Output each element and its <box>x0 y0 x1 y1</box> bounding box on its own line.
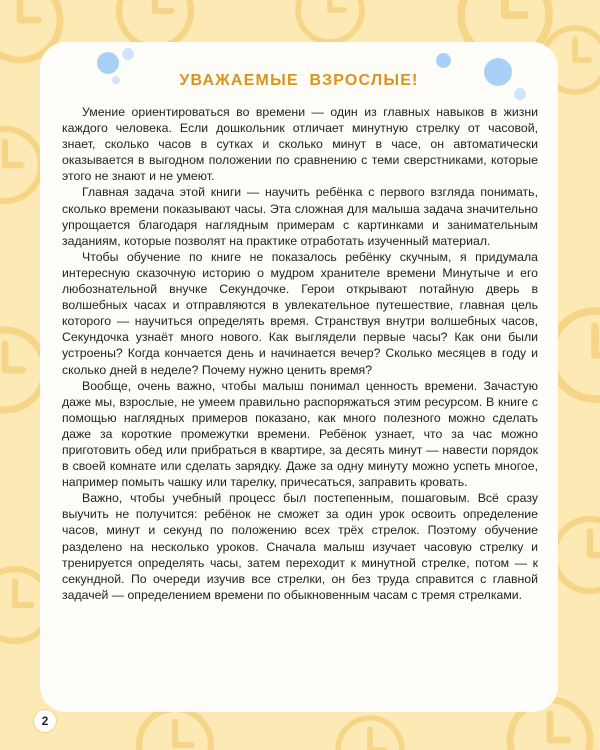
bubble-decoration <box>97 52 119 74</box>
body-text <box>62 104 538 603</box>
paragraph: Вообще, очень важно, чтобы малыш понимал ценность времени. Зачастую даже мы, взрослые, не умеем правильно распоряжаться этим ресурсом. В книге с помощью наглядных примеров показано, как много полезного можно сделать даже за короткие промежутки времени. Ребёнок узнает, что за час можно приготовить обед или прибраться в квартире, за десять минут — навести порядок в своей комнате или сделать зарядку. Даже за одну минуту можно успеть многое, например помыть чашку или тарелку, причесаться, заправить кровать. <box>62 378 538 490</box>
page-title: УВАЖАЕМЫЕ ВЗРОСЛЫЕ! <box>179 72 419 89</box>
paragraph: Главная задача этой книги — научить ребёнка с первого взгляда понимать, сколько времени показывают часы. Эта сложная для малыша задача значительно упрощается благодаря наглядным примерам с картинками и занимательным заданиям, которые позволят на практике отработать изученный материал. <box>62 185 538 248</box>
page-number: 2 <box>33 709 57 733</box>
bubble-decoration <box>436 53 451 68</box>
clock-icon <box>330 710 410 750</box>
bubble-decoration <box>122 48 134 60</box>
paragraph: Умение ориентироваться во времени — один из главных навыков в жизни каждого человека. Если дошкольник отличает минутную стрелку от часовой, знает, сколько часов в сутках и сколько минут в часе, он автоматически оказывается в выгодном положении по сравнению с теми сверстниками, которые этого не знают и не умеют. <box>62 105 538 184</box>
paragraph: Важно, чтобы учебный процесс был постепенным, пошаговым. Всё сразу выучить не получится: ребёнок не сможет за один урок освоить определение часов, минут и секунд по положению всех трёх стрелок. Поэтому обучение разделено на несколько уроков. Сначала малыш изучает часовую стрелку и тренируется определять часы, затем переходит к минутной стрелке, потом — к секундной. По очереди изучив все стрелки, он без труда справится с главной задачей — определением времени по обыкновенным часам с тремя стрелками. <box>62 491 538 602</box>
paragraph: Чтобы обучение по книге не показалось ребёнку скучным, я придумала интересную сказочную историю о мудром хранителе времени Минутыче и его любознательной внучке Секундочке. Герои открывают потайную дверь в волшебных часах и отправляются в увлекательное путешествие, главная цель которого — научиться определять время. Странствуя внутри волшебных часов, Секундочка узнаёт много нового. Как выглядели первые часы? Как они были устроены? Когда кончается день и начинается вечер? Сколько месяцев в году и сколько дней в неделе? Почему нужно ценить время? <box>62 249 538 377</box>
